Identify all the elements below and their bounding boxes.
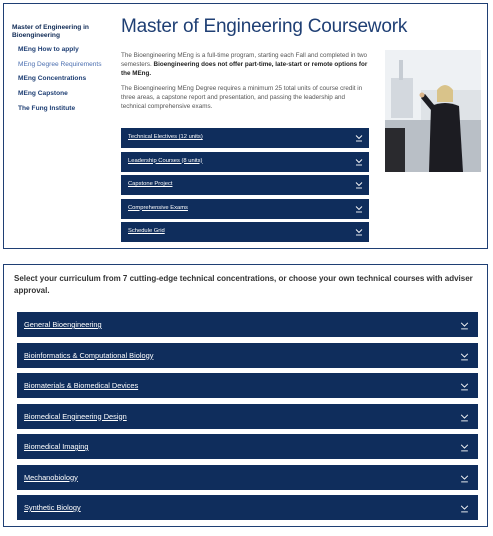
chevron-down-icon	[460, 320, 469, 330]
accordion-label: Capstone Project	[128, 181, 173, 187]
page-title: Master of Engineering Coursework	[121, 16, 408, 37]
accordion-schedule-grid[interactable]	[121, 222, 369, 242]
sidebar-item-how-to-apply[interactable]: MEng How to apply	[18, 46, 79, 54]
accordion-label: Bioinformatics & Computational Biology	[24, 350, 154, 360]
accordion-label: Leadership Courses (8 units)	[128, 157, 203, 164]
chevron-down-icon	[355, 204, 363, 213]
coursework-panel	[3, 3, 488, 249]
accordion-biomedical-imaging[interactable]	[17, 434, 478, 459]
sidebar-item-concentrations[interactable]: MEng Concentrations	[18, 75, 87, 83]
sidebar-item-meng-bioengineering[interactable]: Master of Engineering in Bioengineering	[12, 24, 89, 39]
chevron-down-icon	[355, 157, 363, 166]
presenter-photo	[385, 50, 481, 172]
sidebar-item-capstone[interactable]: MEng Capstone	[18, 89, 68, 97]
chevron-down-icon	[355, 180, 363, 189]
accordion-capstone-project[interactable]	[121, 175, 369, 195]
concentrations-panel	[3, 264, 488, 527]
concentrations-intro: Select your curriculum from 7 cutting-edge technical concentrations, or choose your own technical courses with adviser approval.	[14, 274, 473, 295]
chevron-down-icon	[460, 442, 469, 452]
accordion-label: Technical Electives (12 units)	[128, 134, 203, 140]
chevron-down-icon	[460, 381, 469, 391]
chevron-down-icon	[460, 412, 469, 422]
sidebar-item-degree-requirements[interactable]: MEng Degree Requirements	[18, 60, 102, 68]
chevron-down-icon	[355, 227, 363, 236]
requirements-accordion	[121, 128, 369, 246]
chevron-down-icon	[460, 351, 469, 361]
accordion-general-bioengineering[interactable]	[17, 312, 478, 337]
accordion-mechanobiology[interactable]	[17, 465, 478, 490]
accordion-label: General Bioengineering	[24, 320, 102, 329]
accordion-leadership-courses[interactable]	[121, 152, 369, 172]
chevron-down-icon	[460, 503, 469, 513]
accordion-biomaterials[interactable]	[17, 373, 478, 398]
accordion-label: Synthetic Biology	[24, 503, 81, 512]
accordion-label: Comprehensive Exams	[128, 204, 188, 211]
program-description-text: The Bioengineering MEng is a full-time program, starting each Fall and completed in two semesters.	[121, 52, 368, 68]
presenter-photo-illustration	[385, 50, 481, 172]
concentrations-accordion	[17, 312, 478, 526]
sidebar-nav	[14, 24, 109, 119]
accordion-technical-electives[interactable]	[121, 128, 369, 148]
accordion-synthetic-biology[interactable]	[17, 495, 478, 520]
accordion-bioinformatics[interactable]	[17, 343, 478, 368]
program-description	[121, 51, 369, 78]
degree-requirements-description: The Bioengineering MEng Degree requires a minimum 25 total units of course credit in three areas, a capstone report and presentation, and passing the leadership and technical comprehensive exams.	[121, 85, 363, 110]
chevron-down-icon	[460, 473, 469, 483]
accordion-label: Schedule Grid	[128, 228, 165, 234]
sidebar-item-fung-institute[interactable]: The Fung Institute	[18, 104, 76, 112]
accordion-label: Biomedical Engineering Design	[24, 411, 127, 421]
accordion-label: Biomaterials & Biomedical Devices	[24, 381, 139, 390]
accordion-biomedical-engineering-design[interactable]	[17, 404, 478, 429]
chevron-down-icon	[355, 133, 363, 142]
accordion-label: Biomedical Imaging	[24, 442, 89, 451]
accordion-comprehensive-exams[interactable]	[121, 199, 369, 219]
accordion-label: Mechanobiology	[24, 472, 78, 482]
program-description-note: Bioengineering does not offer part-time, late-start or remote options for the MEng.	[121, 61, 368, 77]
